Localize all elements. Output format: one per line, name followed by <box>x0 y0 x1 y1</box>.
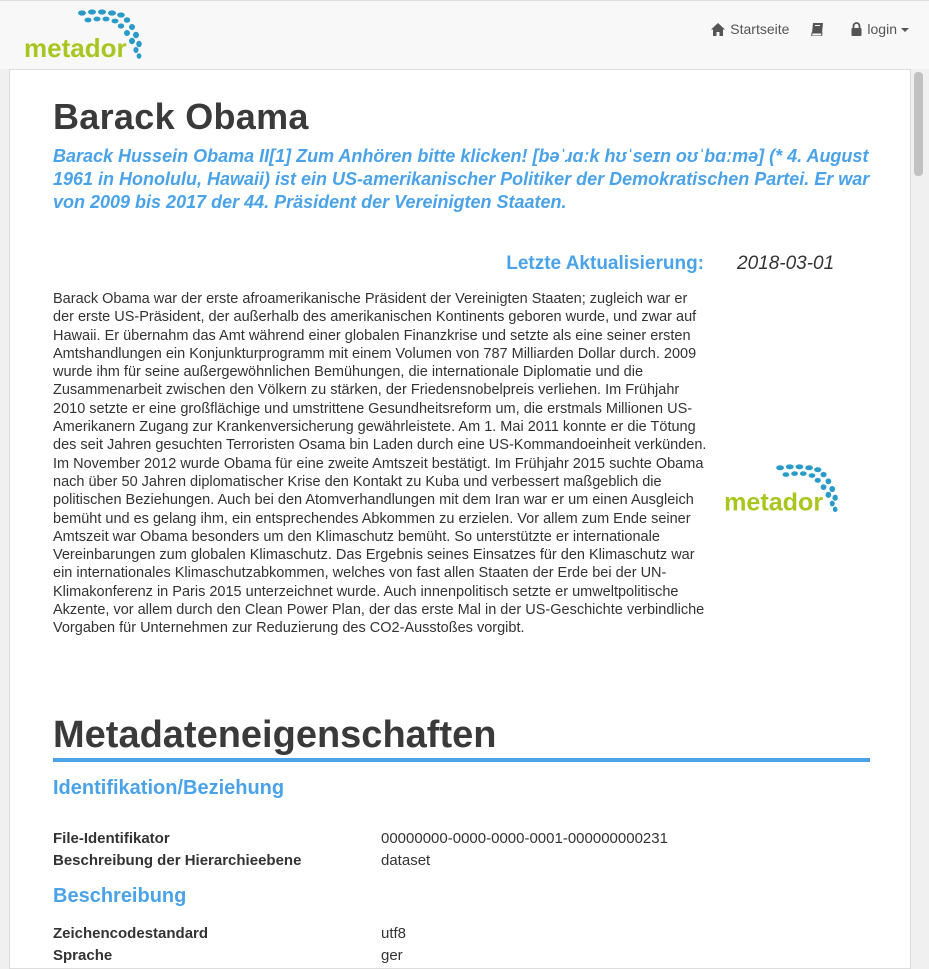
row-key: Sprache <box>53 947 113 964</box>
record-preview-logo <box>723 462 843 518</box>
row-value: ger <box>381 947 403 964</box>
page-title: Barack Obama <box>53 96 309 137</box>
table-row <box>53 947 870 967</box>
svg-text:metador: metador <box>24 33 127 63</box>
main-nav <box>689 21 909 37</box>
description-heading: Beschreibung <box>53 885 187 907</box>
identification-heading: Identifikation/Beziehung <box>53 777 285 799</box>
table-row <box>53 830 870 850</box>
last-update <box>53 253 870 279</box>
section-divider <box>53 758 870 762</box>
metador-logo[interactable] <box>24 7 146 65</box>
table-row <box>53 925 870 945</box>
row-value: utf8 <box>381 925 407 942</box>
last-update-label: Letzte Aktualisierung: <box>506 253 704 274</box>
lock-icon <box>851 22 862 36</box>
nav-home-label: Startseite <box>730 21 790 37</box>
book-icon <box>811 23 824 36</box>
nav-login-label: login <box>867 21 897 37</box>
scrollbar-thumb[interactable] <box>914 72 923 176</box>
record-description: Barack Obama war der erste afroamerikanische Präsident der Vereinigten Staaten; zugleich war er der erste US-Präsident, der außerhalb des amerikanischen Kontinents geboren wurde, und zwar auf Hawaii. Er übernahm das Amt während einer globalen Finanzkrise und setzte als eine seiner ersten Amtshandlungen ein Konjunkturprogramm mit einem Volumen von 787 Milliarden Dollar durch. 2009 wurde ihm für seine außergewöhnlichen Bemühungen, die internationale Diplomatie und die Zusammenarbeit zwischen den Völkern zu stärken, der Friedensnobelpreis verliehen. Im Frühjahr 2010 setzte er eine großflächige und umstrittene Gesundheitsreform um, die erstmals Millionen US-Amerikanern Zugang zur Krankenversicherung gewährleistete. Am 1. Mai 2011 konnte er die Tötung des seit Jahren gesuchten Terroristen Osama bin Laden durch eine US-Kommandoeinheit verkünden. Im November 2012 wurde Obama für eine zweite Amtszeit bestätigt. Im Frühjahr 2015 suchte Obama nach über 50 Jahren diplomatischer Krise den Kontakt zu Kuba und verbessert maßgeblich die politischen Beziehungen. Auch bei den Atomverhandlungen mit dem Iran war er um einen Ausgleich bemüht und es gelang ihm, ein entsprechendes Abkommen zu erzielen. Vor allem zum Ende seiner Amtszeit war Obama besonders um den Klimaschutz bemüht. So unterstützte er internationale Vereinbarungen zum globalen Klimaschutz. Das Ergebnis seines Einsatzes für den Klimaschutz war ein internationales Klimaschutzabkommen, welches von fast allen Staaten der Erde bei der UN-Klimakonferenz in Paris 2015 unterzeichnet wurde. Auch innenpolitisch setzte er umweltpolitische Akzente, vor allem durch den Clean Power Plan, der das erste Mal in der US-Geschichte verbindliche Vorgaben für Unternehmen zur Reduzierung des CO2-Ausstoßes vorgibt. <box>53 291 707 637</box>
row-key: File-Identifikator <box>53 830 170 847</box>
row-value: dataset <box>381 852 431 869</box>
metadata-heading: Metadateneigenschaften <box>53 714 497 756</box>
nav-home[interactable] <box>711 21 789 37</box>
row-value: 00000000-0000-0000-0001-000000000231 <box>381 830 668 847</box>
svg-text:metador: metador <box>724 488 824 517</box>
record-abstract: Barack Hussein Obama II[1] Zum Anhören bitte klicken! [bəˈɹɑːk hʊˈseɪn oʊˈbɑːmə] (* 4. August 1961 in Honolulu, Hawaii) ist ein US-amerikanischer Politiker der Demokratischen Partei. Er war von 2009 bis 2017 der 44. Präsident der Vereinigten Staaten. <box>53 146 870 212</box>
top-navbar <box>0 0 929 69</box>
nav-docs[interactable] <box>811 23 829 36</box>
chevron-down-icon <box>901 28 909 32</box>
home-icon <box>711 23 725 36</box>
row-key: Zeichencodestandard <box>53 925 209 942</box>
nav-login[interactable] <box>851 21 909 37</box>
last-update-value: 2018-03-01 <box>737 253 835 274</box>
row-key: Beschreibung der Hierarchieebene <box>53 852 302 869</box>
page-scrollbar[interactable] <box>911 69 929 956</box>
content-panel <box>9 69 911 969</box>
table-row <box>53 852 870 872</box>
